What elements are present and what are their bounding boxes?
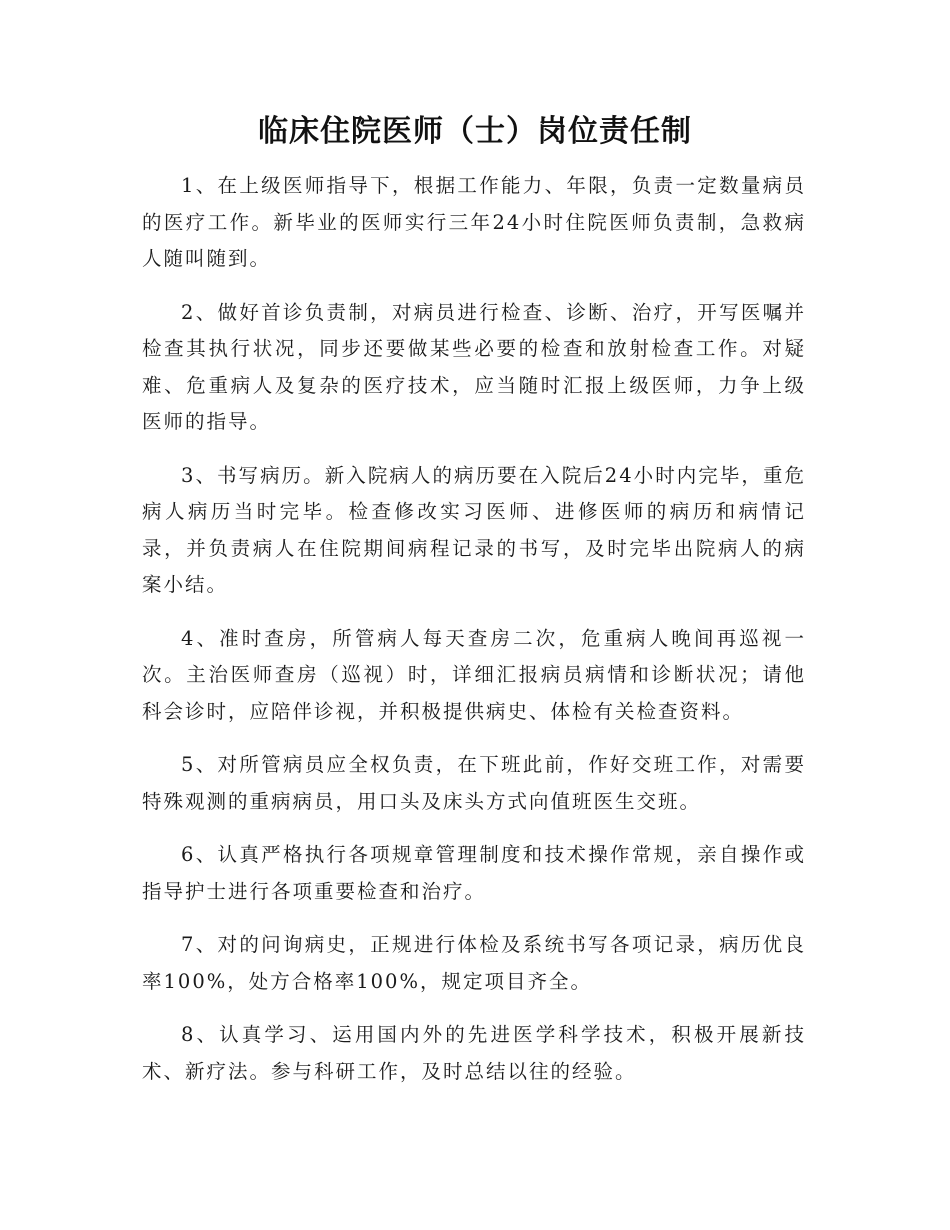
paragraph-5: 5、对所管病员应全权负责，在下班此前，作好交班工作，对需要特殊观测的重病病员，用口头及床头方式向值班医生交班。 bbox=[142, 753, 806, 813]
paragraph-4: 4、准时查房，所管病人每天查房二次，危重病人晚间再巡视一次。主治医师查房（巡视）时，详细汇报病员病情和诊断状况；请他科会诊时，应陪伴诊视，并积极提供病史、体检有关检查资料。 bbox=[142, 626, 806, 723]
paragraph-3: 3、书写病历。新入院病人的病历要在入院后24小时内完毕，重危病人病历当时完毕。检查修改实习医师、进修医师的病历和病情记录，并负责病人在住院期间病程记录的书写，及时完毕出院病人的病案小结。 bbox=[142, 463, 806, 596]
paragraph-1: 1、在上级医师指导下，根据工作能力、年限，负责一定数量病员的医疗工作。新毕业的医师实行三年24小时住院医师负责制，急救病人随叫随到。 bbox=[142, 174, 806, 270]
paragraph-2: 2、做好首诊负责制，对病员进行检查、诊断、治疗，开写医嘱并检查其执行状况，同步还要做某些必要的检查和放射检查工作。对疑难、危重病人及复杂的医疗技术，应当随时汇报上级医师，力争上级医师的指导。 bbox=[142, 300, 806, 433]
document-body bbox=[142, 168, 806, 1107]
paragraph-8: 8、认真学习、运用国内外的先进医学科学技术，积极开展新技术、新疗法。参与科研工作，及时总结以往的经验。 bbox=[142, 1023, 806, 1083]
paragraph-7: 7、对的问询病史，正规进行体检及系统书写各项记录，病历优良率100%，处方合格率100%，规定项目齐全。 bbox=[142, 933, 806, 993]
paragraph-6: 6、认真严格执行各项规章管理制度和技术操作常规，亲自操作或指导护士进行各项重要检查和治疗。 bbox=[142, 843, 806, 903]
document-title: 临床住院医师（士）岗位责任制 bbox=[258, 114, 692, 149]
